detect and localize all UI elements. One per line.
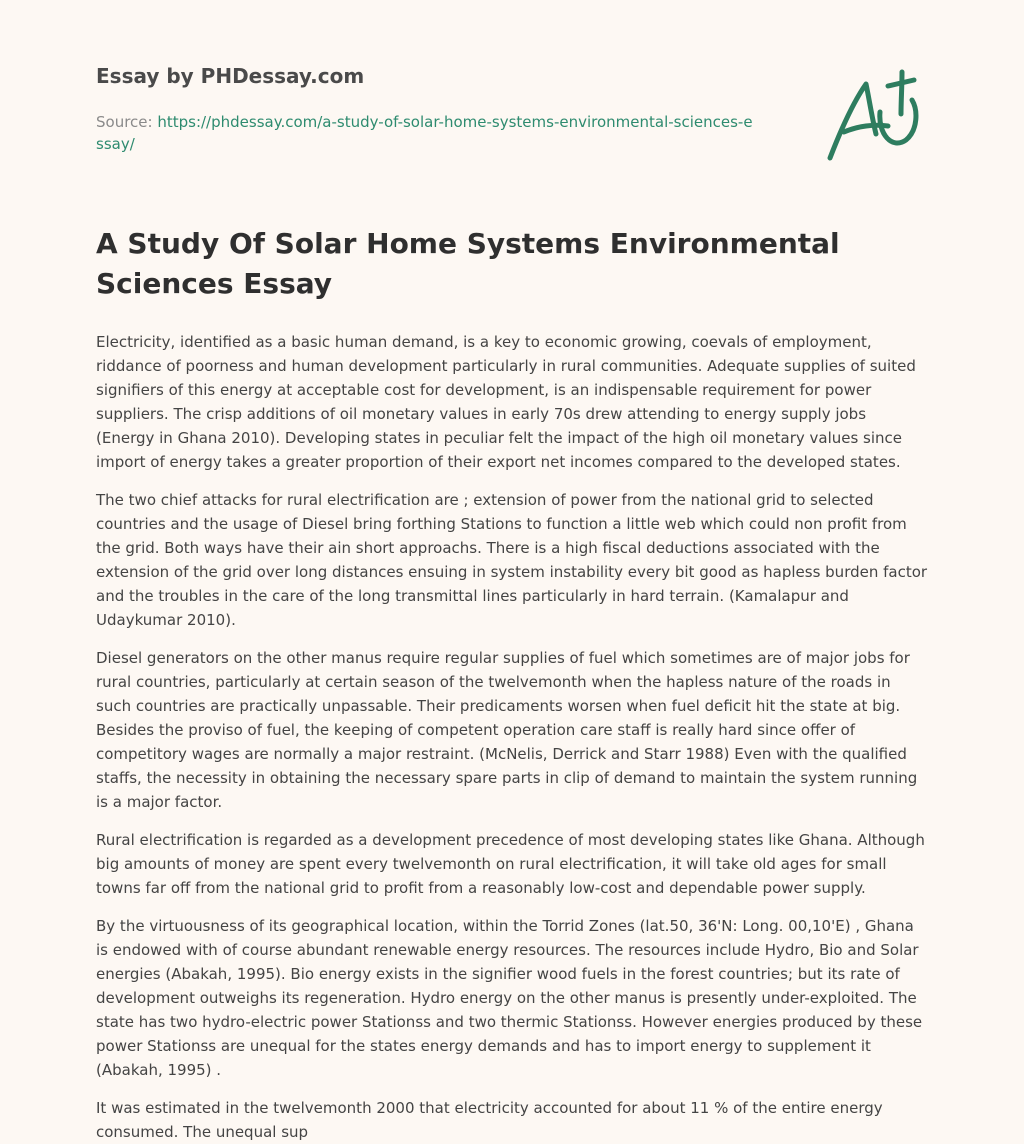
source-label: Source: bbox=[96, 113, 158, 131]
essay-paragraph: The two chief attacks for rural electrification are ; extension of power from the national grid to selected countries and the usage of Diesel bring forthing Stations to function a little web which could non profit from the grid. Both ways have their ain short approachs. There is a high fiscal deductions associated with the extension of the grid over long distances ensuing in system instability every bit good as hapless burden factor and the troubles in the care of the long transmittal lines particularly in hard terrain. (Kamalapur and Udaykumar 2010). bbox=[96, 491, 928, 629]
a-plus-grade-icon bbox=[822, 68, 928, 164]
essay-paragraph: It was estimated in the twelvemonth 2000 that electricity accounted for about 11 % of the entire energy consumed. The unequal sup bbox=[96, 1099, 883, 1141]
essay-title: A Study Of Solar Home Systems Environmental Sciences Essay bbox=[96, 227, 840, 300]
source-line bbox=[96, 111, 756, 155]
essay-paragraph: Diesel generators on the other manus require regular supplies of fuel which sometimes are of major jobs for rural countries, particularly at certain season of the twelvemonth when the hapless nature of the roads in such countries are practically unpassable. Their predicaments worsen when fuel deficit hit the state at big. Besides the proviso of fuel, the keeping of competent operation care staff is really hard since offer of competitory wages are normally a major restraint. (McNelis, Derrick and Starr 1988) Even with the qualified staffs, the necessity in obtaining the necessary spare parts in clip of demand to maintain the system running is a major factor. bbox=[96, 649, 918, 811]
header bbox=[96, 0, 928, 190]
site-title: Essay by PHDessay.com bbox=[96, 64, 365, 88]
essay-paragraph: By the virtuousness of its geographical location, within the Torrid Zones (lat.50, 36'N: Long. 00,10'E) , Ghana is endowed with of course abundant renewable energy resources. The resources include Hydro, Bio and Solar energies (Abakah, 1995). Bio energy exists in the signifier wood fuels in the forest countries; but its rate of development outweighs its regeneration. Hydro energy on the other manus is presently under-exploited. The state has two hydro-electric power Stationss and two thermic Stationss. However energies produced by these power Stationss are unequal for the states energy demands and has to import energy to supplement it (Abakah, 1995) . bbox=[96, 917, 923, 1079]
essay-body bbox=[96, 330, 928, 1144]
essay-paragraph: Rural electrification is regarded as a development precedence of most developing states like Ghana. Although big amounts of money are spent every twelvemonth on rural electrification, it will take old ages for small towns far off from the national grid to profit from a reasonably low-cost and dependable power supply. bbox=[96, 831, 925, 897]
essay-paragraph: Electricity, identified as a basic human demand, is a key to economic growing, coevals of employment, riddance of poorness and human development particularly in rural communities. Adequate supplies of suited signifiers of this energy at acceptable cost for development, is an indispensable requirement for power suppliers. The crisp additions of oil monetary values in early 70s drew attending to energy supply jobs (Energy in Ghana 2010). Developing states in peculiar felt the impact of the high oil monetary values since import of energy takes a greater proportion of their export net incomes compared to the developed states. bbox=[96, 333, 916, 471]
source-link[interactable]: https://phdessay.com/a-study-of-solar-home-systems-environmental-sciences-essay/ bbox=[96, 113, 753, 153]
